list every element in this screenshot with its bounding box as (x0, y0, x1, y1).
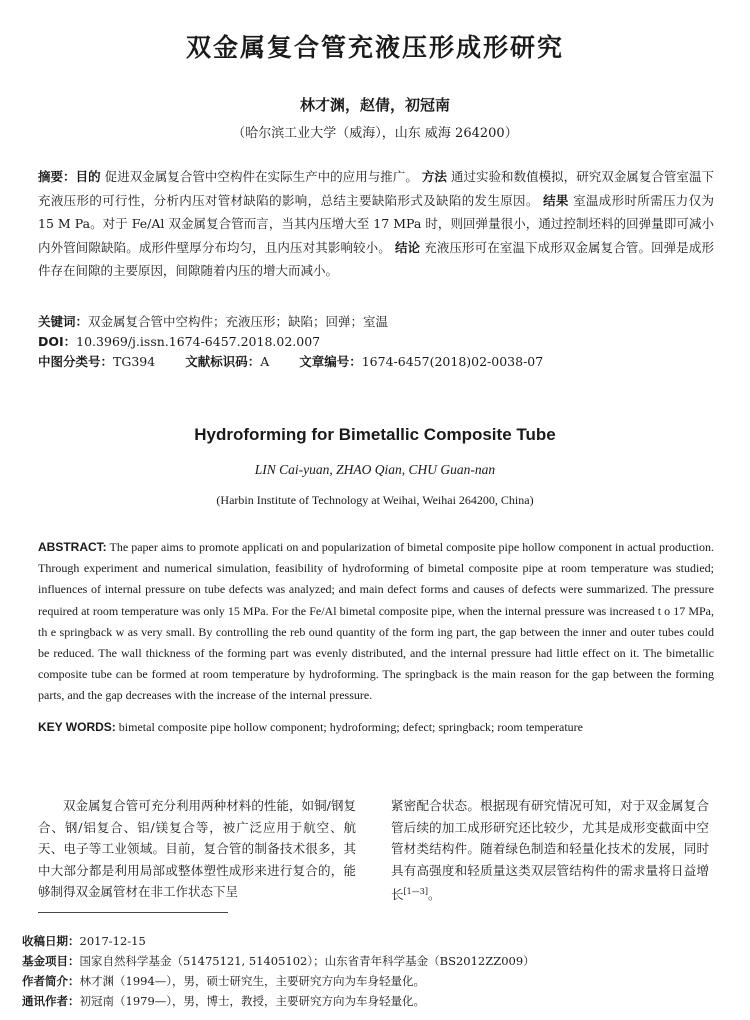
abstract-cn (38, 165, 714, 283)
footnote-received (22, 931, 722, 951)
corresponding-text: 初冠南（1979—），男，博士，教授，主要研究方向为车身轻量化。 (79, 994, 426, 1008)
received-label: 收稿日期： (22, 934, 80, 948)
author-bio-label: 作者简介： (22, 974, 80, 988)
abstract-en-text: The paper aims to promote applicati on and popularization of bimetal composite pipe hollow component in actual production. Through experiment and numerical simulation, feasibility of hydroforming of bimetal composite pipe at room temperature was studied; influences of internal pressure on tube defects was analyzed; and main defect forms and causes of defects were summarized. The pressure required at room temperature was only 15 MPa. For the Fe/Al bimetal composite pipe, when the internal pressure was increased t o 17 MPa, th e springback w as very small. By controlling the reb ound quantity of the form ing part, the gap between the inner and outer tubes could be reduced. The wall thickness of the forming part was evenly distributed, and the internal pressure had little effect on it. The bimetallic composite tube can be formed at room temperature by hydroforming. The springback is the main reason for the gap between the forming parts, and the gap decreases with the increase of the internal pressure. (38, 540, 714, 703)
title-cn: 双金属复合管充液压形成形研究 (185, 33, 564, 62)
objective-label: 目的 (75, 169, 101, 184)
footnote-fund (22, 951, 722, 971)
footnote-corresponding (22, 991, 722, 1011)
title-en: Hydroforming for Bimetallic Composite Tube (194, 425, 556, 444)
keywords-en-label: KEY WORDS: (38, 720, 116, 734)
authors-cn: 林才渊，赵倩，初冠南 (299, 96, 450, 114)
conclusions-label: 结论 (394, 239, 421, 255)
results-label: 结果 (543, 192, 569, 208)
authors-en: LIN Cai-yuan, ZHAO Qian, CHU Guan-nan (254, 462, 496, 477)
classification-row (38, 352, 714, 372)
methods-text: 通过实验和数值模拟，研究双金属复合管室温下充液压形的可行性，分析内压对管材缺陷的影响，总结主要缺陷形式及缺陷的发生原因。 (38, 169, 714, 208)
article-no-label: 文章编号： (299, 354, 362, 369)
keywords-cn-label: 关键词： (38, 314, 89, 329)
author-bio-text: 林才渊（1994—），男，硕士研究生，主要研究方向为车身轻量化。 (79, 974, 426, 988)
fund-text: 国家自然科学基金（51475121, 51405102）；山东省青年科学基金（BS2012ZZ009） (79, 954, 535, 968)
body-right-text: 紧密配合状态。根据现有研究情况可知，对于双金属复合管后续的加工成形研究还比较少，尤其是成形变截面中空管材类结构件。随着绿色制造和轻量化技术的发展，同时具有高强度和轻质量这类双层管结构件的需求量将日益增长 (391, 798, 709, 903)
clc-label: 中图分类号： (38, 354, 114, 369)
doi-text: 10.3969/j.issn.1674-6457.2018.02.007 (76, 334, 321, 349)
keywords-cn-text: 双金属复合管中空构件；充液压形；缺陷；回弹；室温 (88, 314, 389, 329)
keywords-cn (38, 312, 714, 372)
results-text: 室温成形时所需压力仅为 15 M Pa。对于 Fe/Al 双金属复合管而言，当其内压增大至 17 MPa 时，则回弹量很小，通过控制坯料的回弹量即可减小内外管间隙缺陷。成形件壁厚分布均匀，且内压对其影响较小。 (38, 192, 714, 255)
body-right-column (391, 795, 709, 906)
methods-label: 方法 (421, 169, 447, 184)
footnote-divider (38, 912, 228, 913)
doi-row (38, 332, 714, 352)
citation-ref: [1—3] (403, 887, 428, 897)
received-text: 2017-12-15 (79, 934, 146, 948)
footnotes (22, 931, 722, 1011)
doc-code-label: 文献标识码： (185, 354, 261, 369)
body-right-end: 。 (427, 887, 441, 903)
abstract-cn-label: 摘要： (38, 169, 76, 184)
objective-text: 促进双金属复合管中空构件在实际生产中的应用与推广。 (104, 169, 418, 184)
corresponding-label: 通讯作者： (22, 994, 80, 1008)
footnote-author (22, 971, 722, 991)
abstract-en-label: ABSTRACT: (38, 540, 107, 554)
clc-text: TG394 (113, 354, 156, 369)
body-left-column: 双金属复合管可充分利用两种材料的性能，如铜/钢复合、钢/铝复合、铝/镁复合等，被广泛应用于航空、航天、电子等工业领域。目前，复合管的制备技术很多，其中大部分都是利用局部或整体塑性成形来进行复合的，能够制得双金属管材在非工作状态下呈 (38, 798, 356, 900)
affiliation-en: (Harbin Institute of Technology at Weihai, Weihai 264200, China) (216, 493, 534, 507)
fund-label: 基金项目： (22, 954, 80, 968)
keywords-en-text: bimetal composite pipe hollow component; hydroforming; defect; springback; room temperature (115, 720, 584, 734)
conclusions-text: 充液压形可在室温下成形双金属复合管。回弹是成形件存在间隙的主要原因，间隙随着内压的增大而减小。 (38, 239, 714, 278)
doc-code-text: A (260, 354, 270, 369)
doi-label: DOI： (38, 334, 77, 349)
article-no-text: 1674-6457(2018)02-0038-07 (361, 354, 544, 369)
abstract-en (38, 537, 714, 707)
keywords-en (38, 717, 714, 737)
affiliation-cn: （哈尔滨工业大学（威海），山东 威海 264200） (232, 126, 518, 141)
